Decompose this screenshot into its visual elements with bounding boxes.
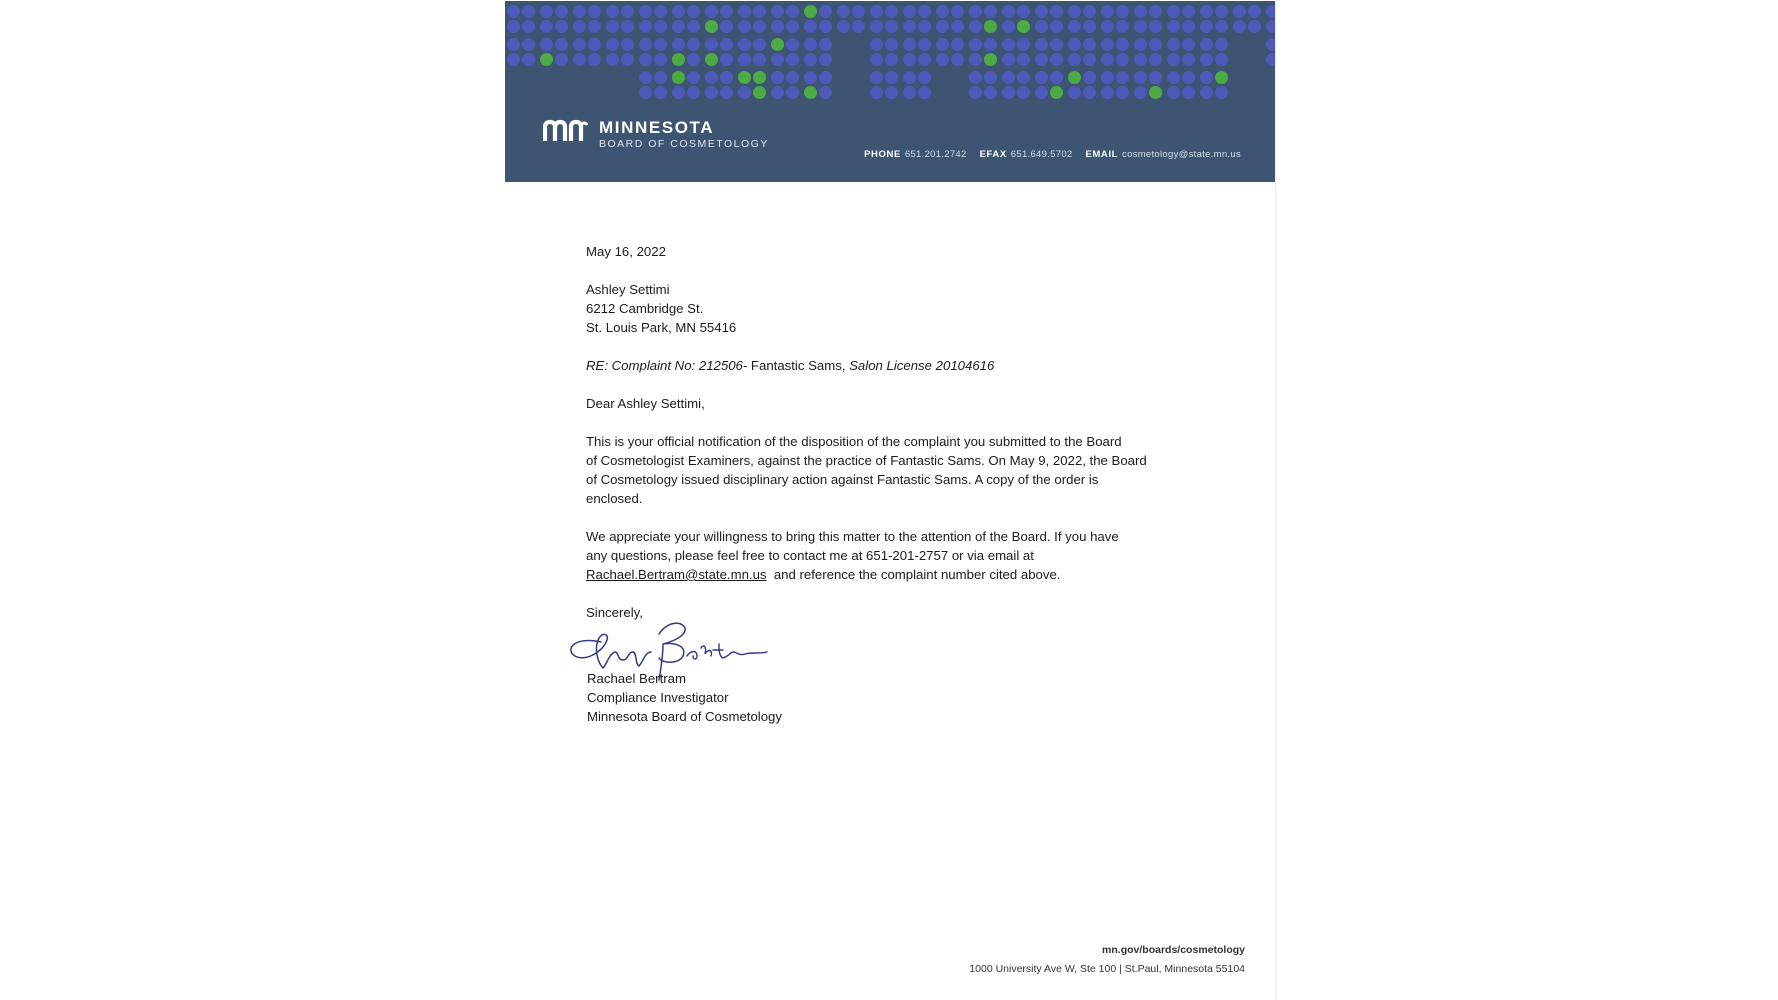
phone-label: PHONE	[864, 149, 901, 160]
pattern-tile	[540, 5, 568, 33]
letter-footer	[969, 943, 1245, 977]
pattern-tile	[573, 38, 601, 66]
pattern-tile	[1068, 38, 1096, 66]
pattern-tile	[1101, 71, 1129, 99]
pattern-tile	[903, 71, 931, 99]
pattern-tile	[1167, 71, 1195, 99]
paragraph-1-line-4: enclosed.	[586, 491, 643, 506]
pattern-tile	[738, 38, 766, 66]
paragraph-2-line-2: any questions, please feel free to contact me at 651-201-2757 or via email at	[586, 548, 1034, 563]
pattern-tile	[1200, 38, 1228, 66]
footer-website[interactable]: mn.gov/boards/cosmetology	[1102, 944, 1245, 956]
email-label: EMAIL	[1085, 149, 1119, 160]
pattern-tile	[903, 38, 931, 66]
pattern-tile	[1035, 38, 1063, 66]
pattern-tile	[903, 5, 931, 33]
pattern-tile	[870, 38, 898, 66]
pattern-tile	[1167, 5, 1195, 33]
signer-title: Compliance Investigator	[587, 690, 729, 705]
efax-label: EFAX	[979, 149, 1007, 160]
pattern-tile	[936, 5, 964, 33]
pattern-tile	[1200, 71, 1228, 99]
pattern-tile	[870, 5, 898, 33]
footer-address: 1000 University Ave W, Ste 100 | St.Paul, Minnesota 55104	[969, 963, 1245, 975]
pattern-tile	[1233, 5, 1261, 33]
pattern-tile	[705, 5, 733, 33]
pattern-tile	[1101, 38, 1129, 66]
paragraph-2-line-3-rest: and reference the complaint number cited above.	[766, 567, 1061, 582]
pattern-tile	[1266, 5, 1275, 33]
pattern-tile	[606, 5, 634, 33]
letter-page	[505, 0, 1276, 1000]
pattern-tile	[507, 5, 535, 33]
pattern-tile	[606, 38, 634, 66]
paragraph-1-line-1: This is your official notification of the disposition of the complaint you submitted to the Board	[586, 434, 1122, 449]
org-logo	[543, 119, 769, 151]
pattern-tile	[507, 38, 535, 66]
pattern-tile	[1068, 71, 1096, 99]
recipient-name: Ashley Settimi	[586, 282, 670, 297]
recipient-street: 6212 Cambridge St.	[586, 301, 704, 316]
pattern-tile	[738, 71, 766, 99]
paragraph-1-line-3: of Cosmetology issued disciplinary action against Fantastic Sams. A copy of the order is	[586, 472, 1099, 487]
signer-block	[587, 669, 782, 726]
pattern-tile	[705, 38, 733, 66]
pattern-tile	[540, 38, 568, 66]
pattern-tile	[672, 38, 700, 66]
mn-logo-icon	[543, 119, 589, 143]
paragraph-1-line-2: of Cosmetologist Examiners, against the practice of Fantastic Sams. On May 9, 2022, the Board	[586, 453, 1147, 468]
pattern-tile	[738, 5, 766, 33]
pattern-tile	[1134, 38, 1162, 66]
re-complaint: RE: Complaint No: 212506-	[586, 358, 748, 373]
pattern-tile	[1101, 5, 1129, 33]
pattern-tile	[936, 38, 964, 66]
re-line	[586, 356, 1186, 375]
pattern-tile	[837, 5, 865, 33]
pattern-tile	[1002, 5, 1030, 33]
pattern-tile	[1200, 5, 1228, 33]
pattern-tile	[1134, 5, 1162, 33]
pattern-tile	[771, 38, 799, 66]
pattern-tile	[573, 5, 601, 33]
paragraph-2-line-3	[586, 565, 1186, 584]
pattern-tile	[870, 71, 898, 99]
pattern-tile	[771, 5, 799, 33]
signer-name: Rachael Bertram	[587, 671, 686, 686]
org-name: MINNESOTA	[599, 118, 715, 137]
pattern-tile	[771, 71, 799, 99]
re-license: Salon License 20104616	[849, 358, 995, 373]
pattern-tile	[804, 71, 832, 99]
pattern-tile	[639, 5, 667, 33]
salutation: Dear Ashley Settimi,	[586, 396, 705, 411]
pattern-tile	[1035, 5, 1063, 33]
pattern-tile	[969, 38, 997, 66]
pattern-tile	[969, 71, 997, 99]
re-subject: Fantastic Sams,	[747, 358, 850, 373]
letterhead-banner	[505, 1, 1275, 182]
pattern-tile	[1002, 71, 1030, 99]
pattern-tile	[1068, 5, 1096, 33]
investigator-email-link[interactable]: Rachael.Bertram@state.mn.us	[586, 567, 767, 582]
phone-number: 651.201.2742	[904, 149, 967, 160]
efax-number: 651.649.5702	[1010, 149, 1073, 160]
contact-info	[864, 149, 1241, 160]
pattern-tile	[1266, 38, 1275, 66]
pattern-tile	[1035, 71, 1063, 99]
pattern-tile	[672, 71, 700, 99]
recipient-city: St. Louis Park, MN 55416	[586, 320, 737, 335]
pattern-tile	[672, 5, 700, 33]
letter-date: May 16, 2022	[586, 244, 666, 259]
letter-body	[586, 242, 1186, 622]
signer-org: Minnesota Board of Cosmetology	[587, 709, 782, 724]
pattern-tile	[705, 71, 733, 99]
pattern-tile	[804, 38, 832, 66]
pattern-tile	[1134, 71, 1162, 99]
pattern-tile	[1167, 38, 1195, 66]
closing: Sincerely,	[586, 605, 643, 620]
pattern-tile	[804, 5, 832, 33]
paragraph-2-line-1: We appreciate your willingness to bring this matter to the attention of the Board. If you have	[586, 529, 1119, 544]
pattern-tile	[969, 5, 997, 33]
contact-email[interactable]: cosmetology@state.mn.us	[1122, 149, 1241, 160]
org-subtitle: BOARD OF COSMETOLOGY	[599, 138, 769, 150]
pattern-tile	[639, 38, 667, 66]
pattern-tile	[639, 71, 667, 99]
pattern-tile	[1002, 38, 1030, 66]
